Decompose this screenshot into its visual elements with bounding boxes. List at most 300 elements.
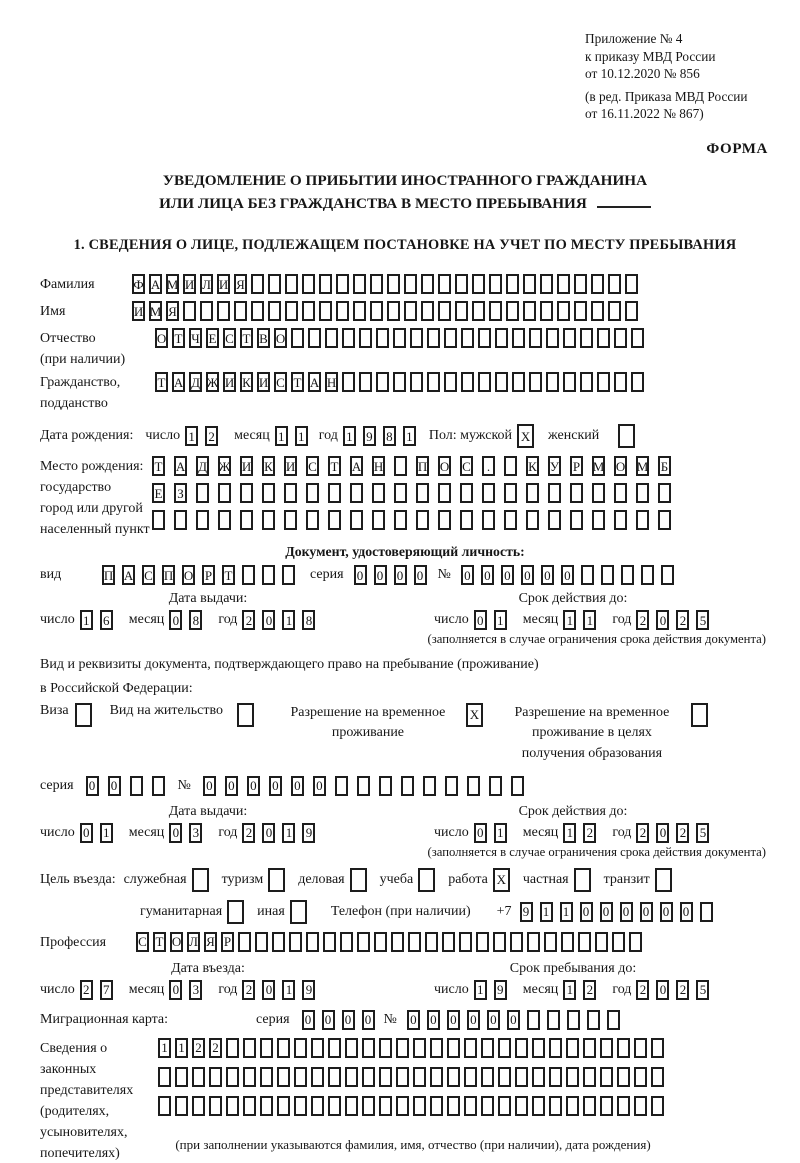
char-cell[interactable] [158, 1096, 171, 1116]
char-cell[interactable]: 0 [680, 902, 693, 922]
char-cell[interactable] [482, 483, 495, 503]
char-cell[interactable] [413, 1038, 426, 1058]
char-cell[interactable]: К [262, 456, 275, 476]
char-cell[interactable] [260, 1096, 273, 1116]
char-cell[interactable]: 2 [676, 610, 689, 630]
char-cell[interactable] [621, 565, 634, 585]
char-cell[interactable]: 1 [540, 902, 553, 922]
char-cell[interactable] [200, 301, 213, 321]
char-cell[interactable] [629, 932, 642, 952]
char-cell[interactable]: 2 [209, 1038, 222, 1058]
char-cell[interactable]: Я [166, 301, 179, 321]
char-cell[interactable]: 0 [108, 776, 121, 796]
char-cell[interactable]: Н [325, 372, 338, 392]
char-cell[interactable] [319, 274, 332, 294]
char-cell[interactable] [393, 372, 406, 392]
char-cell[interactable]: Т [240, 328, 253, 348]
char-cell[interactable]: А [149, 274, 162, 294]
char-cell[interactable] [583, 1096, 596, 1116]
char-cell[interactable]: Е [152, 483, 165, 503]
char-cell[interactable] [574, 868, 591, 892]
char-cell[interactable] [442, 932, 455, 952]
char-cell[interactable] [506, 301, 519, 321]
char-cell[interactable]: С [306, 456, 319, 476]
char-cell[interactable] [447, 1067, 460, 1087]
char-cell[interactable] [527, 932, 540, 952]
char-cell[interactable] [294, 1038, 307, 1058]
char-cell[interactable] [515, 1067, 528, 1087]
char-cell[interactable] [597, 372, 610, 392]
char-cell[interactable] [410, 372, 423, 392]
char-cell[interactable] [291, 328, 304, 348]
char-cell[interactable]: Л [200, 274, 213, 294]
char-cell[interactable] [218, 483, 231, 503]
char-cell[interactable]: О [182, 565, 195, 585]
char-cell[interactable]: 0 [169, 980, 182, 1000]
char-cell[interactable]: 1 [80, 610, 93, 630]
char-cell[interactable] [370, 301, 383, 321]
char-cell[interactable] [461, 328, 474, 348]
char-cell[interactable]: А [122, 565, 135, 585]
char-cell[interactable]: 0 [487, 1010, 500, 1030]
char-cell[interactable]: 8 [189, 610, 202, 630]
char-cell[interactable]: 1 [560, 902, 573, 922]
char-cell[interactable] [328, 1096, 341, 1116]
char-cell[interactable]: 0 [474, 610, 487, 630]
char-cell[interactable]: Р [202, 565, 215, 585]
char-cell[interactable] [438, 301, 451, 321]
char-cell[interactable] [600, 1038, 613, 1058]
char-cell[interactable] [311, 1067, 324, 1087]
char-cell[interactable] [387, 301, 400, 321]
char-cell[interactable] [481, 1067, 494, 1087]
char-cell[interactable]: 2 [676, 823, 689, 843]
char-cell[interactable] [192, 1096, 205, 1116]
char-cell[interactable] [350, 868, 367, 892]
char-cell[interactable] [634, 1096, 647, 1116]
char-cell[interactable]: О [438, 456, 451, 476]
char-cell[interactable] [455, 274, 468, 294]
char-cell[interactable] [410, 328, 423, 348]
char-cell[interactable]: А [172, 372, 185, 392]
char-cell[interactable] [489, 776, 502, 796]
char-cell[interactable] [489, 301, 502, 321]
char-cell[interactable]: 0 [414, 565, 427, 585]
char-cell[interactable]: 0 [247, 776, 260, 796]
char-cell[interactable] [401, 776, 414, 796]
char-cell[interactable]: О [170, 932, 183, 952]
char-cell[interactable]: 0 [481, 565, 494, 585]
char-cell[interactable]: 2 [242, 823, 255, 843]
char-cell[interactable] [290, 900, 307, 924]
char-cell[interactable] [418, 868, 435, 892]
char-cell[interactable] [460, 510, 473, 530]
char-cell[interactable]: 0 [620, 902, 633, 922]
char-cell[interactable] [478, 372, 491, 392]
char-cell[interactable]: 0 [507, 1010, 520, 1030]
char-cell[interactable] [362, 1096, 375, 1116]
char-cell[interactable] [158, 1067, 171, 1087]
char-cell[interactable] [430, 1096, 443, 1116]
char-cell[interactable] [493, 932, 506, 952]
char-cell[interactable]: 1 [583, 610, 596, 630]
char-cell[interactable] [547, 1010, 560, 1030]
char-cell[interactable] [404, 274, 417, 294]
char-cell[interactable]: Т [172, 328, 185, 348]
char-cell[interactable] [353, 301, 366, 321]
char-cell[interactable]: 2 [242, 980, 255, 1000]
char-cell[interactable] [277, 1096, 290, 1116]
char-cell[interactable] [495, 328, 508, 348]
char-cell[interactable] [277, 1038, 290, 1058]
char-cell[interactable] [498, 1096, 511, 1116]
char-cell[interactable] [242, 565, 255, 585]
char-cell[interactable] [634, 1038, 647, 1058]
char-cell[interactable]: Т [291, 372, 304, 392]
char-cell[interactable] [489, 274, 502, 294]
char-cell[interactable]: . [482, 456, 495, 476]
char-cell[interactable]: 0 [269, 776, 282, 796]
char-cell[interactable] [196, 483, 209, 503]
char-cell[interactable] [544, 932, 557, 952]
char-cell[interactable] [282, 565, 295, 585]
char-cell[interactable] [328, 510, 341, 530]
char-cell[interactable] [425, 932, 438, 952]
char-cell[interactable] [583, 1067, 596, 1087]
char-cell[interactable] [359, 372, 372, 392]
char-cell[interactable] [540, 301, 553, 321]
char-cell[interactable] [504, 456, 517, 476]
char-cell[interactable]: 1 [282, 610, 295, 630]
char-cell[interactable] [467, 776, 480, 796]
char-cell[interactable] [549, 1038, 562, 1058]
char-cell[interactable] [350, 483, 363, 503]
char-cell[interactable]: 9 [494, 980, 507, 1000]
char-cell[interactable] [379, 1067, 392, 1087]
char-cell[interactable] [175, 1067, 188, 1087]
char-cell[interactable] [651, 1038, 664, 1058]
char-cell[interactable] [152, 510, 165, 530]
char-cell[interactable]: 0 [660, 902, 673, 922]
char-cell[interactable]: Т [155, 372, 168, 392]
char-cell[interactable] [445, 776, 458, 796]
char-cell[interactable] [335, 776, 348, 796]
char-cell[interactable]: 1 [343, 426, 356, 446]
char-cell[interactable] [614, 328, 627, 348]
char-cell[interactable] [75, 703, 92, 727]
char-cell[interactable] [618, 424, 635, 448]
char-cell[interactable] [658, 510, 671, 530]
char-cell[interactable] [566, 1038, 579, 1058]
char-cell[interactable]: Я [234, 274, 247, 294]
char-cell[interactable] [636, 510, 649, 530]
char-cell[interactable]: Ж [218, 456, 231, 476]
char-cell[interactable]: Ф [132, 274, 145, 294]
char-cell[interactable] [512, 328, 525, 348]
char-cell[interactable] [285, 274, 298, 294]
char-cell[interactable]: О [614, 456, 627, 476]
char-cell[interactable] [504, 510, 517, 530]
char-cell[interactable] [404, 301, 417, 321]
char-cell[interactable] [546, 372, 559, 392]
char-cell[interactable] [427, 372, 440, 392]
char-cell[interactable] [255, 932, 268, 952]
char-cell[interactable]: 1 [494, 823, 507, 843]
char-cell[interactable]: X [493, 868, 510, 892]
char-cell[interactable]: 1 [563, 610, 576, 630]
char-cell[interactable]: П [162, 565, 175, 585]
char-cell[interactable] [394, 510, 407, 530]
char-cell[interactable] [608, 274, 621, 294]
char-cell[interactable] [294, 1096, 307, 1116]
char-cell[interactable]: 3 [189, 980, 202, 1000]
char-cell[interactable] [372, 483, 385, 503]
char-cell[interactable] [183, 301, 196, 321]
char-cell[interactable] [345, 1067, 358, 1087]
char-cell[interactable]: 2 [636, 610, 649, 630]
char-cell[interactable] [548, 483, 561, 503]
char-cell[interactable]: 0 [501, 565, 514, 585]
char-cell[interactable] [574, 274, 587, 294]
char-cell[interactable] [379, 1038, 392, 1058]
char-cell[interactable]: 0 [447, 1010, 460, 1030]
char-cell[interactable]: 0 [225, 776, 238, 796]
char-cell[interactable] [546, 328, 559, 348]
char-cell[interactable] [595, 932, 608, 952]
char-cell[interactable]: З [174, 483, 187, 503]
char-cell[interactable] [510, 932, 523, 952]
char-cell[interactable]: Т [152, 456, 165, 476]
char-cell[interactable]: X [466, 703, 483, 727]
char-cell[interactable] [362, 1067, 375, 1087]
char-cell[interactable] [570, 510, 583, 530]
char-cell[interactable] [387, 274, 400, 294]
char-cell[interactable] [567, 1010, 580, 1030]
char-cell[interactable]: Я [204, 932, 217, 952]
char-cell[interactable]: 0 [80, 823, 93, 843]
char-cell[interactable] [209, 1067, 222, 1087]
char-cell[interactable] [218, 510, 231, 530]
char-cell[interactable] [636, 483, 649, 503]
char-cell[interactable]: И [257, 372, 270, 392]
char-cell[interactable] [591, 301, 604, 321]
char-cell[interactable]: 0 [362, 1010, 375, 1030]
char-cell[interactable] [345, 1096, 358, 1116]
char-cell[interactable]: 8 [383, 426, 396, 446]
char-cell[interactable]: С [460, 456, 473, 476]
char-cell[interactable] [587, 1010, 600, 1030]
char-cell[interactable] [394, 483, 407, 503]
char-cell[interactable] [394, 456, 407, 476]
char-cell[interactable] [464, 1067, 477, 1087]
char-cell[interactable] [464, 1096, 477, 1116]
char-cell[interactable]: 5 [696, 980, 709, 1000]
char-cell[interactable] [319, 301, 332, 321]
char-cell[interactable] [323, 932, 336, 952]
char-cell[interactable] [175, 1096, 188, 1116]
char-cell[interactable] [260, 1067, 273, 1087]
char-cell[interactable]: Т [328, 456, 341, 476]
char-cell[interactable]: С [223, 328, 236, 348]
char-cell[interactable] [237, 703, 254, 727]
char-cell[interactable] [328, 1038, 341, 1058]
char-cell[interactable] [549, 1096, 562, 1116]
char-cell[interactable] [617, 1096, 630, 1116]
char-cell[interactable]: 1 [282, 980, 295, 1000]
char-cell[interactable]: 0 [262, 610, 275, 630]
char-cell[interactable] [379, 1096, 392, 1116]
char-cell[interactable] [353, 274, 366, 294]
char-cell[interactable] [495, 372, 508, 392]
char-cell[interactable]: Ж [206, 372, 219, 392]
char-cell[interactable]: Ч [189, 328, 202, 348]
char-cell[interactable]: 0 [86, 776, 99, 796]
char-cell[interactable]: М [592, 456, 605, 476]
char-cell[interactable] [430, 1067, 443, 1087]
char-cell[interactable]: 9 [363, 426, 376, 446]
char-cell[interactable] [427, 328, 440, 348]
char-cell[interactable] [362, 1038, 375, 1058]
char-cell[interactable] [209, 1096, 222, 1116]
char-cell[interactable] [570, 483, 583, 503]
char-cell[interactable] [251, 274, 264, 294]
char-cell[interactable]: 1 [185, 426, 198, 446]
char-cell[interactable]: 0 [322, 1010, 335, 1030]
char-cell[interactable] [240, 483, 253, 503]
char-cell[interactable]: Р [570, 456, 583, 476]
char-cell[interactable] [661, 565, 674, 585]
char-cell[interactable] [243, 1067, 256, 1087]
char-cell[interactable] [478, 328, 491, 348]
char-cell[interactable] [277, 1067, 290, 1087]
char-cell[interactable] [464, 1038, 477, 1058]
char-cell[interactable] [600, 1067, 613, 1087]
char-cell[interactable] [691, 703, 708, 727]
char-cell[interactable] [563, 372, 576, 392]
char-cell[interactable] [438, 274, 451, 294]
char-cell[interactable]: Д [196, 456, 209, 476]
char-cell[interactable]: А [350, 456, 363, 476]
char-cell[interactable]: 2 [583, 823, 596, 843]
char-cell[interactable] [413, 1096, 426, 1116]
char-cell[interactable]: 1 [158, 1038, 171, 1058]
char-cell[interactable]: 2 [192, 1038, 205, 1058]
char-cell[interactable] [340, 932, 353, 952]
char-cell[interactable]: 2 [242, 610, 255, 630]
char-cell[interactable] [476, 932, 489, 952]
char-cell[interactable] [557, 301, 570, 321]
char-cell[interactable] [601, 565, 614, 585]
char-cell[interactable] [328, 1067, 341, 1087]
char-cell[interactable]: С [274, 372, 287, 392]
char-cell[interactable] [617, 1067, 630, 1087]
char-cell[interactable]: 1 [100, 823, 113, 843]
char-cell[interactable] [413, 1067, 426, 1087]
char-cell[interactable]: 0 [656, 980, 669, 1000]
char-cell[interactable] [284, 510, 297, 530]
char-cell[interactable] [472, 301, 485, 321]
char-cell[interactable]: А [174, 456, 187, 476]
char-cell[interactable] [268, 274, 281, 294]
char-cell[interactable] [345, 1038, 358, 1058]
char-cell[interactable] [350, 510, 363, 530]
char-cell[interactable]: 0 [407, 1010, 420, 1030]
char-cell[interactable]: 0 [461, 565, 474, 585]
char-cell[interactable]: 1 [275, 426, 288, 446]
char-cell[interactable]: 1 [563, 980, 576, 1000]
char-cell[interactable] [438, 483, 451, 503]
char-cell[interactable] [260, 1038, 273, 1058]
char-cell[interactable]: С [142, 565, 155, 585]
char-cell[interactable]: И [132, 301, 145, 321]
char-cell[interactable] [416, 510, 429, 530]
char-cell[interactable]: 0 [467, 1010, 480, 1030]
char-cell[interactable]: 0 [313, 776, 326, 796]
char-cell[interactable] [631, 328, 644, 348]
char-cell[interactable]: 1 [494, 610, 507, 630]
char-cell[interactable] [359, 328, 372, 348]
char-cell[interactable] [614, 483, 627, 503]
char-cell[interactable] [460, 483, 473, 503]
char-cell[interactable] [289, 932, 302, 952]
char-cell[interactable] [459, 932, 472, 952]
char-cell[interactable] [498, 1067, 511, 1087]
char-cell[interactable]: М [636, 456, 649, 476]
char-cell[interactable]: И [183, 274, 196, 294]
char-cell[interactable] [262, 510, 275, 530]
char-cell[interactable] [421, 301, 434, 321]
char-cell[interactable] [311, 1096, 324, 1116]
char-cell[interactable] [526, 510, 539, 530]
char-cell[interactable] [532, 1096, 545, 1116]
char-cell[interactable] [515, 1038, 528, 1058]
char-cell[interactable] [226, 1038, 239, 1058]
char-cell[interactable] [370, 274, 383, 294]
char-cell[interactable] [238, 932, 251, 952]
char-cell[interactable] [482, 510, 495, 530]
char-cell[interactable] [651, 1067, 664, 1087]
char-cell[interactable] [580, 372, 593, 392]
char-cell[interactable] [421, 274, 434, 294]
char-cell[interactable]: Л [187, 932, 200, 952]
char-cell[interactable]: Р [221, 932, 234, 952]
char-cell[interactable] [566, 1096, 579, 1116]
char-cell[interactable] [529, 372, 542, 392]
char-cell[interactable]: 9 [302, 980, 315, 1000]
char-cell[interactable] [444, 328, 457, 348]
char-cell[interactable] [527, 1010, 540, 1030]
char-cell[interactable]: Т [222, 565, 235, 585]
char-cell[interactable] [357, 776, 370, 796]
char-cell[interactable]: 0 [354, 565, 367, 585]
char-cell[interactable] [523, 274, 536, 294]
char-cell[interactable] [396, 1096, 409, 1116]
char-cell[interactable] [444, 372, 457, 392]
char-cell[interactable] [226, 1067, 239, 1087]
char-cell[interactable] [592, 510, 605, 530]
char-cell[interactable]: 0 [342, 1010, 355, 1030]
char-cell[interactable]: 1 [474, 980, 487, 1000]
char-cell[interactable] [526, 483, 539, 503]
char-cell[interactable] [306, 510, 319, 530]
char-cell[interactable] [580, 328, 593, 348]
char-cell[interactable] [504, 483, 517, 503]
char-cell[interactable]: И [217, 274, 230, 294]
char-cell[interactable]: 1 [403, 426, 416, 446]
char-cell[interactable]: П [416, 456, 429, 476]
char-cell[interactable] [607, 1010, 620, 1030]
char-cell[interactable] [306, 483, 319, 503]
